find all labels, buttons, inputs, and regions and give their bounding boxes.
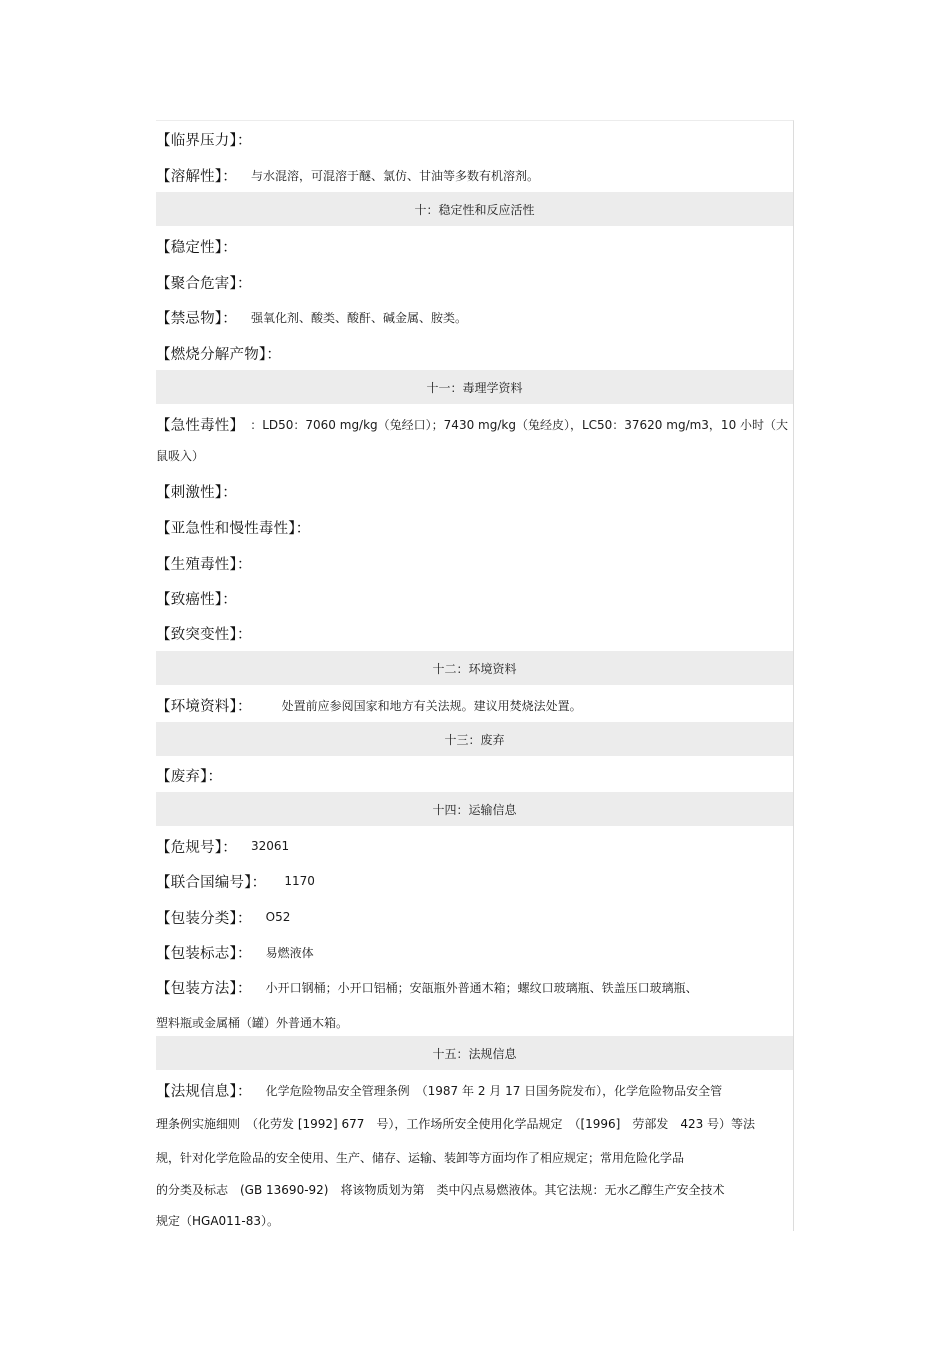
- hazard-number-value: 32061: [250, 839, 290, 853]
- section-header-disposal: [156, 722, 793, 756]
- environment-row: [156, 693, 793, 717]
- disposal-row: [156, 763, 793, 787]
- irritation-label: 【刺激性】：: [156, 484, 237, 501]
- critical-pressure-row: [156, 127, 793, 151]
- pack-method-continuation: 塑料瓶或金属桶（罐）外普通木箱。: [156, 1016, 349, 1030]
- section-header-toxicology: [156, 370, 793, 404]
- reproductive-toxicity-row: [156, 551, 793, 575]
- incompatible-value: 强氧化剂、酸类、酸酐、碱金属、胺类。: [250, 310, 467, 325]
- regulations-row: [156, 1078, 793, 1102]
- irritation-row: [156, 479, 793, 503]
- combustion-row: [156, 341, 793, 365]
- pack-class-row: [156, 905, 793, 929]
- un-number-row: [156, 869, 793, 893]
- section-header-regulations: [156, 1036, 793, 1070]
- environment-value: 处置前应参阅国家和地方有关法规。建议用焚烧法处置。: [281, 698, 582, 713]
- regulations-line-1: 化学危险物品安全管理条例 （1987 年 2 月 17 日国务院发布），化学危险物品安全管: [265, 1083, 723, 1098]
- stability-row: [156, 234, 793, 258]
- carcinogenicity-label: 【致癌性】：: [156, 591, 237, 608]
- pack-mark-row: [156, 940, 793, 964]
- un-number-label: 【联合国编号】：: [156, 874, 267, 891]
- section-header-stability: [156, 192, 793, 226]
- msds-document: [156, 120, 794, 1231]
- polymerization-row: [156, 270, 793, 294]
- acute-toxicity-value: ：LD50：7060 mg/kg（兔经口）；7430 mg/kg（兔经皮），LC50：37620 mg/m3，10 小时（大: [250, 417, 789, 432]
- regulations-line-4: 的分类及标志 (GB 13690-92) 将该物质划为第 类中闪点易燃液体。其它法规：无水乙醇生产安全技术: [156, 1182, 725, 1197]
- section-title: 十：稳定性和反应活性: [414, 202, 535, 217]
- hazard-number-label: 【危规号】：: [156, 839, 237, 856]
- section-title: 十五：法规信息: [432, 1046, 517, 1061]
- section-title: 十二：环境资料: [432, 661, 517, 676]
- section-title: 十四：运输信息: [432, 802, 517, 817]
- regulations-line-3: 规，针对化学危险品的安全使用、生产、储存、运输、装卸等方面均作了相应规定；常用危险化学品: [156, 1150, 685, 1165]
- pack-method-label: 【包装方法】：: [156, 980, 252, 997]
- stability-label: 【稳定性】：: [156, 239, 237, 256]
- pack-class-label: 【包装分类】：: [156, 910, 252, 927]
- incompatible-label: 【禁忌物】：: [156, 310, 237, 327]
- incompatible-row: [156, 305, 793, 329]
- pack-class-value: O52: [265, 910, 291, 924]
- acute-toxicity-row: [156, 412, 793, 436]
- un-number-value: 1170: [284, 874, 315, 888]
- carcinogenicity-row: [156, 586, 793, 610]
- solubility-row: [156, 163, 793, 187]
- section-title: 十一：毒理学资料: [426, 380, 523, 395]
- pack-mark-label: 【包装标志】：: [156, 945, 252, 962]
- solubility-value: 与水混溶，可混溶于醚、氯仿、甘油等多数有机溶剂。: [250, 168, 539, 183]
- polymerization-label: 【聚合危害】：: [156, 275, 252, 292]
- combustion-label: 【燃烧分解产物】：: [156, 346, 282, 363]
- disposal-label: 【废弃】：: [156, 768, 223, 785]
- section-header-transport: [156, 792, 793, 826]
- mutagenicity-label: 【致突变性】：: [156, 626, 252, 643]
- section-title: 十三：废弃: [444, 732, 505, 747]
- reproductive-toxicity-label: 【生殖毒性】：: [156, 556, 252, 573]
- hazard-number-row: [156, 834, 793, 858]
- regulations-label: 【法规信息】：: [156, 1083, 252, 1100]
- regulations-line-2: 理条例实施细则 （化劳发 [1992] 677 号），工作场所安全使用化学品规定 （[1996] 劳部发 423 号）等法: [156, 1116, 756, 1131]
- critical-pressure-label: 【临界压力】：: [156, 132, 252, 149]
- pack-method-row: [156, 975, 793, 999]
- pack-mark-value: 易燃液体: [265, 945, 314, 960]
- section-header-environment: [156, 651, 793, 685]
- regulations-line-5: 规定（HGA011-83）。: [156, 1213, 280, 1228]
- mutagenicity-row: [156, 621, 793, 645]
- chronic-toxicity-row: [156, 515, 793, 539]
- chronic-toxicity-label: 【亚急性和慢性毒性】：: [156, 520, 311, 537]
- solubility-label: 【溶解性】：: [156, 168, 237, 185]
- acute-toxicity-label: 【急性毒性】: [156, 417, 245, 434]
- pack-method-value: 小开口钢桶；小开口铝桶；安瓿瓶外普通木箱；螺纹口玻璃瓶、铁盖压口玻璃瓶、: [265, 980, 698, 995]
- acute-toxicity-continuation: 鼠吸入）: [156, 449, 205, 463]
- environment-label: 【环境资料】：: [156, 698, 252, 715]
